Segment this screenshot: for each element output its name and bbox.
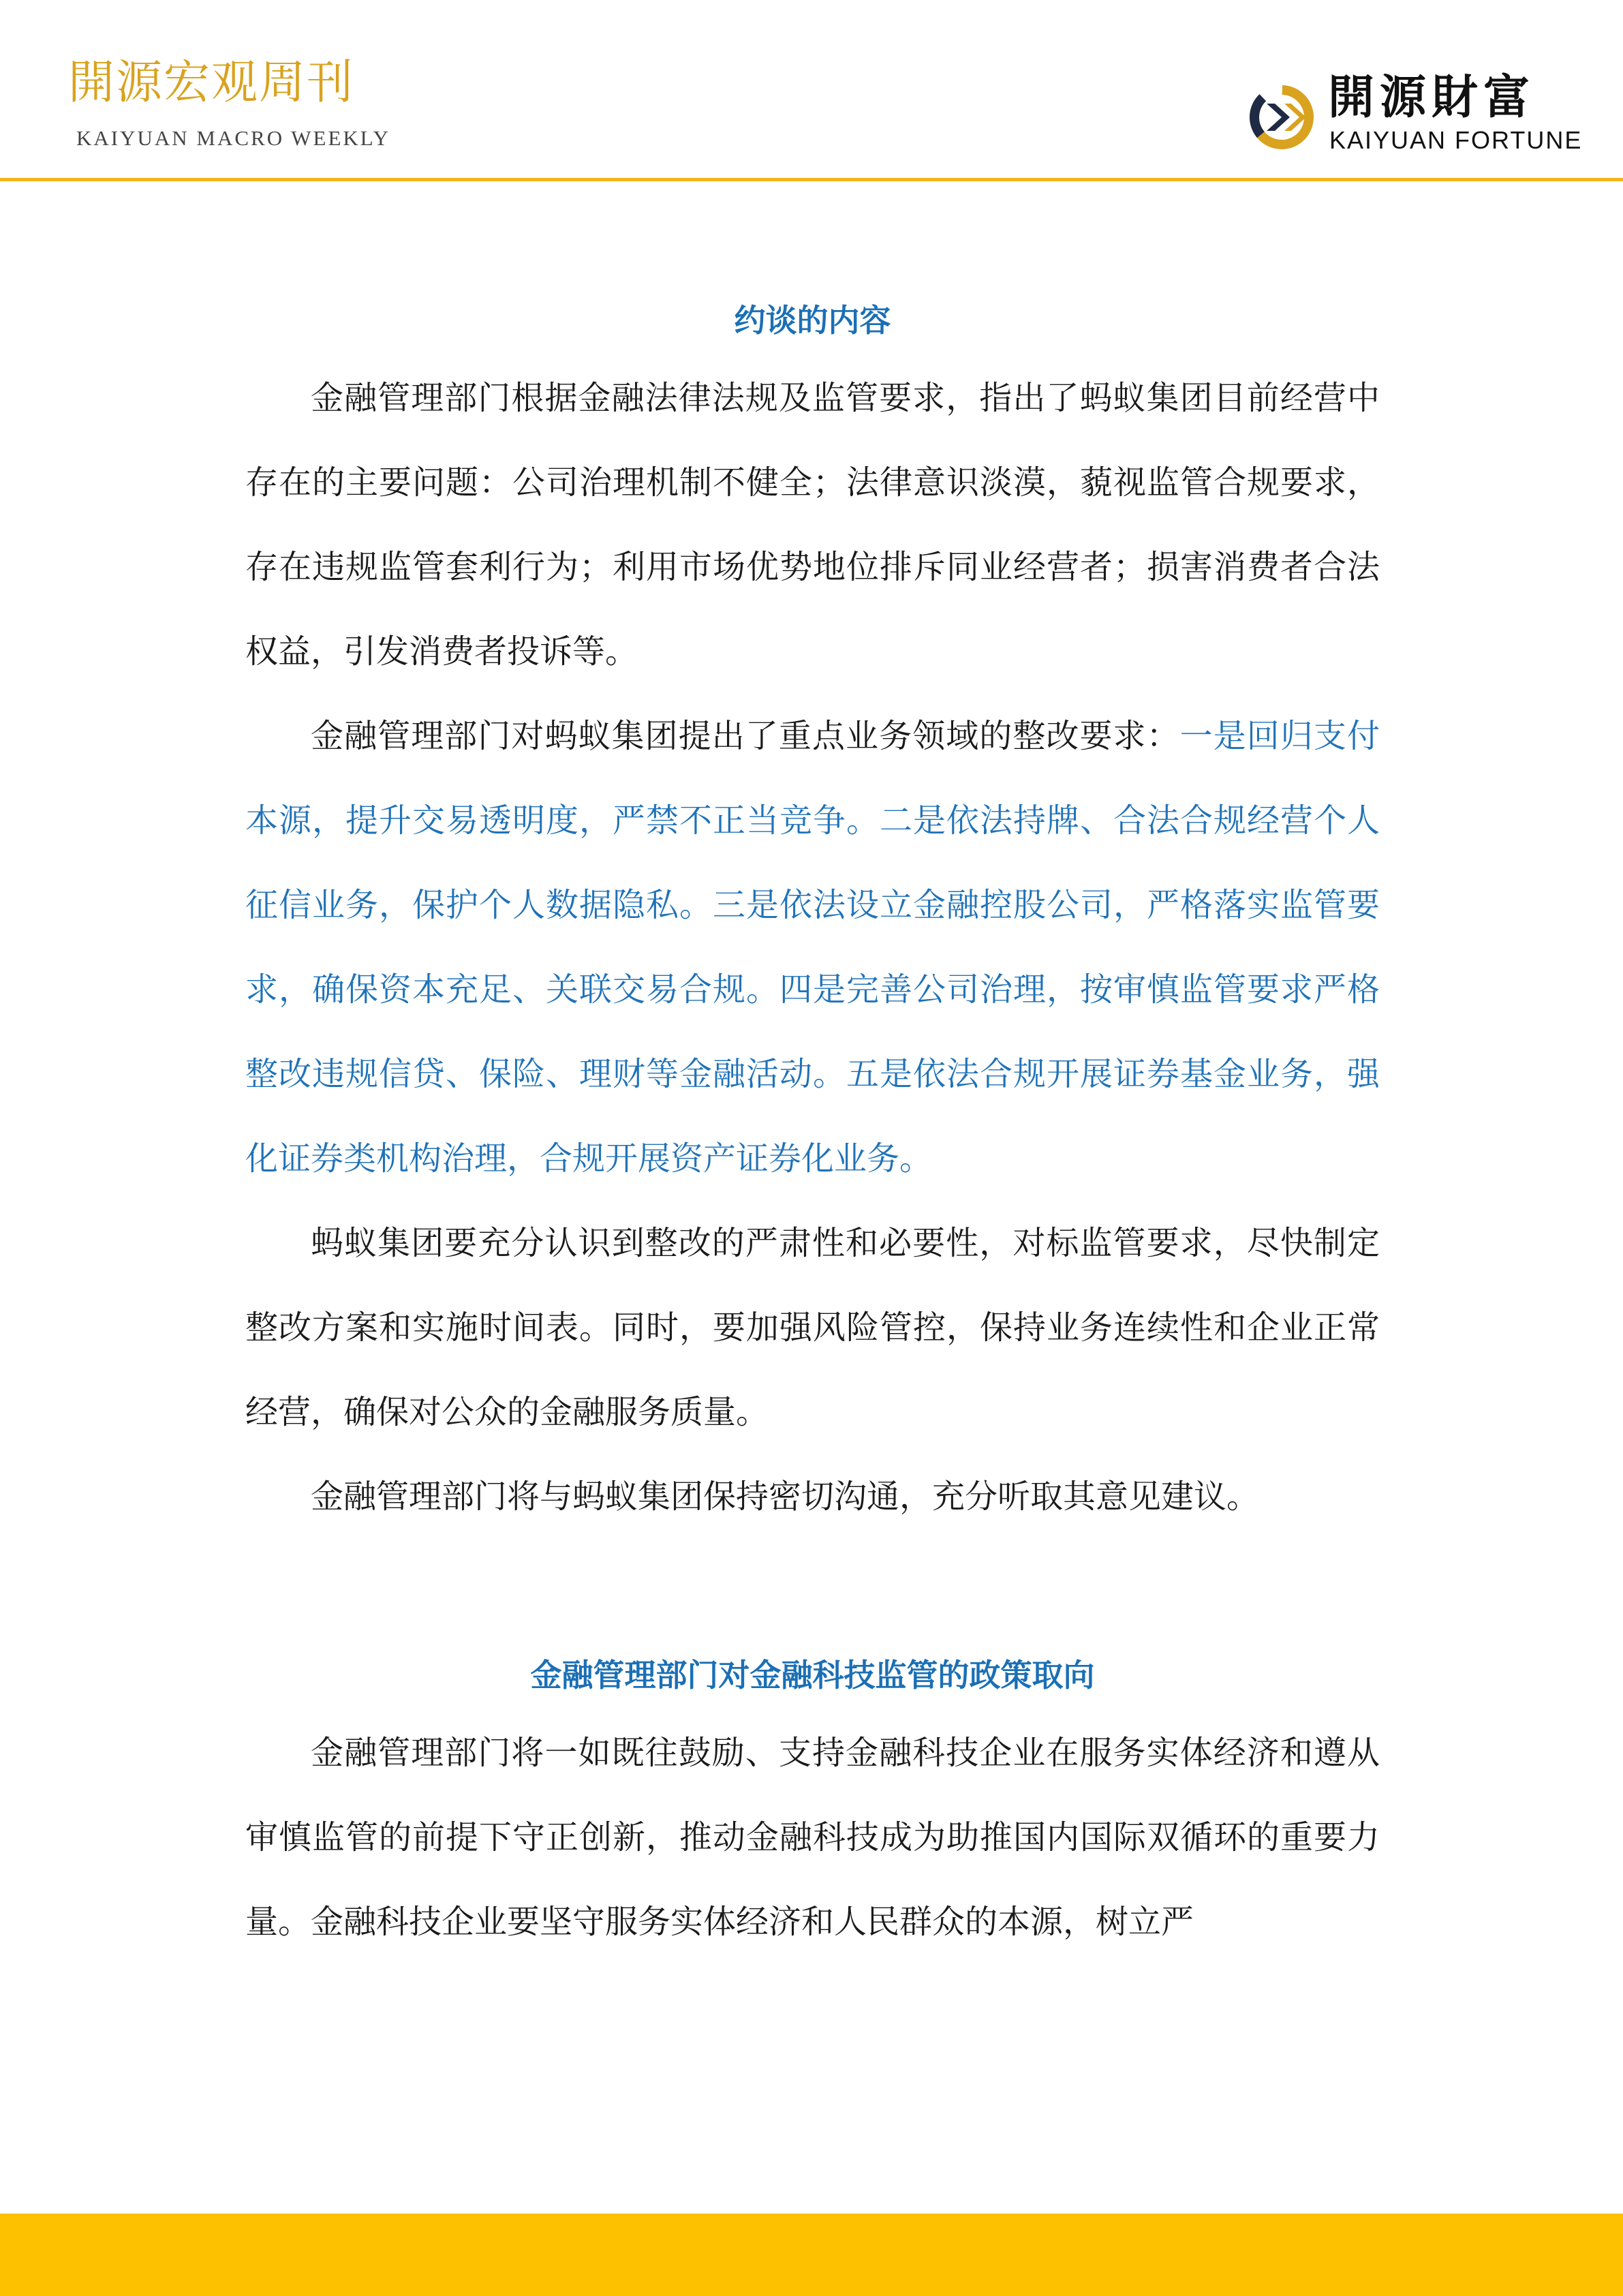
paragraph-rectification-requirements <box>245 694 1380 1201</box>
paragraph-lead-text: 金融管理部门对蚂蚁集团提出了重点业务领域的整改要求： <box>311 717 1180 755</box>
header-divider <box>0 178 1623 181</box>
company-logo <box>1243 67 1583 162</box>
section-heading-interview-content: 约谈的内容 <box>734 302 891 339</box>
highlighted-requirements: 一是回归支付本源，提升交易透明度，严禁不正当竞争。二是依法持牌、合法合规经营个人征信业务，保护个人数据隐私。三是依法设立金融控股公司，严格落实监管要求，确保资本充足、关联交易合规。四是完善公司治理，按审慎监管要求严格整改违规信贷、保险、理财等金融活动。五是依法合规开展证券基金业务，强化证券类机构治理，合规开展资产证券化业务。 <box>245 717 1380 1178</box>
paragraph-communication: 金融管理部门将与蚂蚁集团保持密切沟通，充分听取其意见建议。 <box>311 1478 1260 1516</box>
paragraph-main-problems: 金融管理部门根据金融法律法规及监管要求，指出了蚂蚁集团目前经营中存在的主要问题：公司治理机制不健全；法律意识淡漠，藐视监管合规要求，存在违规监管套利行为；利用市场优势地位排斥同业经营者；损害消费者合法权益，引发消费者投诉等。 <box>245 379 1380 671</box>
logo-name-cn: 開源財富 <box>1328 71 1536 125</box>
article-body <box>245 293 1380 1964</box>
paragraph-policy-orientation: 金融管理部门将一如既往鼓励、支持金融科技企业在服务实体经济和遵从审慎监管的前提下守正创新，推动金融科技成为助推国内国际双循环的重要力量。金融科技企业要坚守服务实体经济和人民群众的本源，树立严 <box>245 1734 1380 1941</box>
footer-bar <box>0 2214 1623 2296</box>
logo-name-en: KAIYUAN FORTUNE <box>1329 126 1583 154</box>
paragraph-rectification-plan: 蚂蚁集团要充分认识到整改的严肃性和必要性，对标监管要求，尽快制定整改方案和实施时间表。同时，要加强风险管控，保持业务连续性和企业正常经营，确保对公众的金融服务质量。 <box>245 1224 1380 1431</box>
section-heading-policy-orientation: 金融管理部门对金融科技监管的政策取向 <box>530 1657 1095 1694</box>
brand-subtitle: KAIYUAN MACRO WEEKLY <box>76 126 391 150</box>
kaiyuan-logo-mark-icon <box>1243 79 1320 155</box>
brand-title: 開源宏观周刊 <box>68 56 355 110</box>
